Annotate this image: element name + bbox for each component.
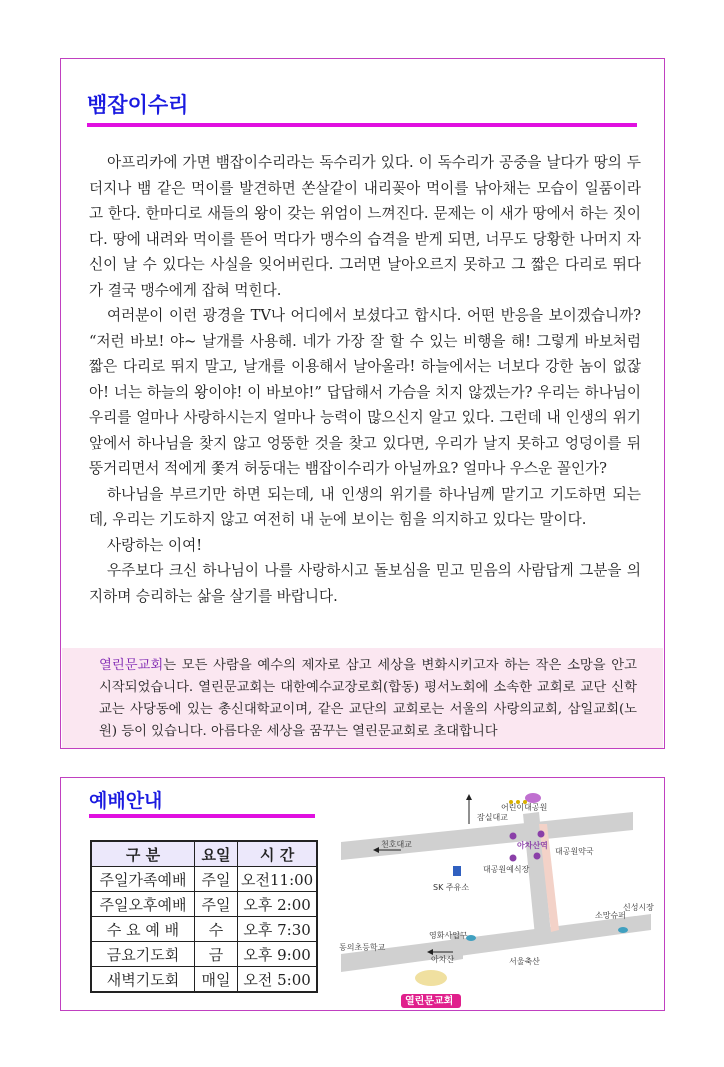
station-icon	[510, 833, 517, 840]
bus-stop-icon	[618, 927, 628, 933]
article-paragraph: 사랑하는 이여!	[107, 536, 203, 554]
road-lower	[341, 914, 651, 972]
church-icon	[415, 970, 447, 986]
label-cheonho: 천호대교	[381, 840, 412, 849]
table-row	[91, 892, 317, 917]
gas-station-icon	[453, 866, 461, 876]
article-paragraph: 아프리카에 가면 뱀잡이수리라는 독수리가 있다. 이 독수리가 공중을 날다가 땅의 두더지나 뱀 같은 먹이를 발견하면 쏜살같이 내리꽂아 먹이를 낚아채는 모습이 일품이라고 한다. 한마디로 새들의 왕이 갖는 위엄이 느껴진다. 문제는 이 새가 땅에서 하는 짓이다. 땅에 내려와 먹이를 뜯어 먹다가 맹수의 습격을 받게 되면, 너무도 당황한 나머지 자신이 날 수 있다는 사실을 잊어버린다. 그러면 날아오르지 못하고 그 짧은 다리로 뛰다가 결국 맹수에게 잡혀 먹힌다.	[89, 154, 641, 299]
station-icon	[510, 855, 517, 862]
service-name: 주일오후예배	[91, 892, 195, 917]
service-time: 오전 5:00	[238, 967, 318, 993]
worship-table	[90, 840, 318, 993]
label-jamsil: 잠실대교	[477, 813, 508, 822]
worship-title-underline	[89, 814, 315, 818]
park-icon	[525, 793, 541, 803]
service-name: 금요기도회	[91, 942, 195, 967]
service-name: 수 요 예 배	[91, 917, 195, 942]
header-time: 시 간	[238, 841, 318, 867]
article-paragraph: 여러분이 이런 광경을 TV나 어디에서 보셨다고 합시다. 어떤 반응을 보이겠습니까? “저런 바보! 야~ 날개를 사용해. 네가 가장 잘 할 수 있는 비행을 해! 그렇게 바보처럼 짧은 다리로 뛰지 말고, 날개를 이용해서 날아올라! 하늘에서는 너보다 강한 놈이 없잖아! 너는 하늘의 왕이야! 이 바보야!” 답답해서 가슴을 치지 않겠는가? 우리는 하나님이 우리를 얼마나 사랑하시는지 얼마나 능력이 많으신지 알고 있다. 그런데 내 인생의 위기 앞에서 하나님을 찾지 않고 엉뚱한 것을 찾고 있다면, 우리가 날지 못하고 엉덩이를 뒤뚱거리면서 적에게 쫓겨 허둥대는 뱀잡이수리가 아닐까요? 얼마나 우스운 꼴인가?	[89, 307, 641, 477]
service-time: 오전11:00	[238, 867, 318, 892]
article-title: 뱀잡이수리	[87, 93, 189, 117]
label-daegongwon-market: 대공원예식장	[483, 865, 530, 874]
table-header-row	[91, 841, 317, 867]
label-daegongwon-pharmacy: 대공원약국	[555, 847, 594, 856]
label-dongui: 동의초등학교	[339, 943, 386, 952]
church-intro-body: 는 모든 사람을 예수의 제자로 삼고 세상을 변화시키고자 하는 작은 소망을 안고 시작되었습니다. 열린문교회는 대한예수교장로회(합동) 평서노회에 소속한 교회로 교단 신학교는 사당동에 있는 총신대학교이며, 같은 교단의 교회로는 서울의 사랑의교회, 삼일교회(노원) 등이 있습니다. 아름다운 세상을 꿈꾸는 열린문교회로 초대합니다	[99, 658, 637, 739]
label-sk: SK 주유소	[433, 883, 470, 892]
service-day: 금	[195, 942, 238, 967]
station-icon	[538, 831, 545, 838]
header-category: 구 분	[91, 841, 195, 867]
table-row	[91, 917, 317, 942]
location-map	[333, 784, 659, 1008]
article-box	[60, 58, 665, 749]
service-time: 오후 2:00	[238, 892, 318, 917]
label-yeonghwa: 영화사입구	[429, 931, 468, 940]
service-day: 매일	[195, 967, 238, 993]
service-name: 주일가족예배	[91, 867, 195, 892]
church-intro	[62, 648, 663, 748]
service-time: 오후 9:00	[238, 942, 318, 967]
article-paragraph: 우주보다 크신 하나님이 나를 사랑하시고 돌보심을 믿고 믿음의 사람답게 그분을 의지하며 승리하는 삶을 살기를 바랍니다.	[89, 562, 641, 605]
arrow-jamsil-head	[466, 794, 472, 800]
service-day: 주일	[195, 867, 238, 892]
table-row	[91, 942, 317, 967]
article-body	[89, 150, 641, 609]
label-sopung: 소망슈퍼	[595, 911, 626, 920]
table-row	[91, 967, 317, 993]
header-day: 요일	[195, 841, 238, 867]
label-achasan: 아차산	[431, 955, 455, 964]
worship-box	[60, 777, 665, 1011]
worship-title: 예배안내	[89, 790, 163, 812]
title-underline	[87, 123, 637, 127]
label-children-park: 어린이대공원	[501, 803, 548, 812]
service-time: 오후 7:30	[238, 917, 318, 942]
label-sinseong: 신성시장	[623, 903, 654, 912]
church-name: 열린문교회	[99, 658, 164, 673]
church-intro-text	[99, 655, 637, 743]
table-row	[91, 867, 317, 892]
service-name: 새벽기도회	[91, 967, 195, 993]
service-day: 수	[195, 917, 238, 942]
label-achasan-station: 아차산역	[517, 841, 548, 850]
service-day: 주일	[195, 892, 238, 917]
station-icon	[534, 853, 541, 860]
label-seoul-chuksan: 서울축산	[509, 957, 540, 966]
article-paragraph: 하나님을 부르기만 하면 되는데, 내 인생의 위기를 하나님께 맡기고 기도하면 되는데, 우리는 기도하지 않고 여전히 내 눈에 보이는 힘을 의지하고 있다는 말이다.	[89, 485, 641, 528]
label-church: 열린문교회	[405, 996, 454, 1007]
